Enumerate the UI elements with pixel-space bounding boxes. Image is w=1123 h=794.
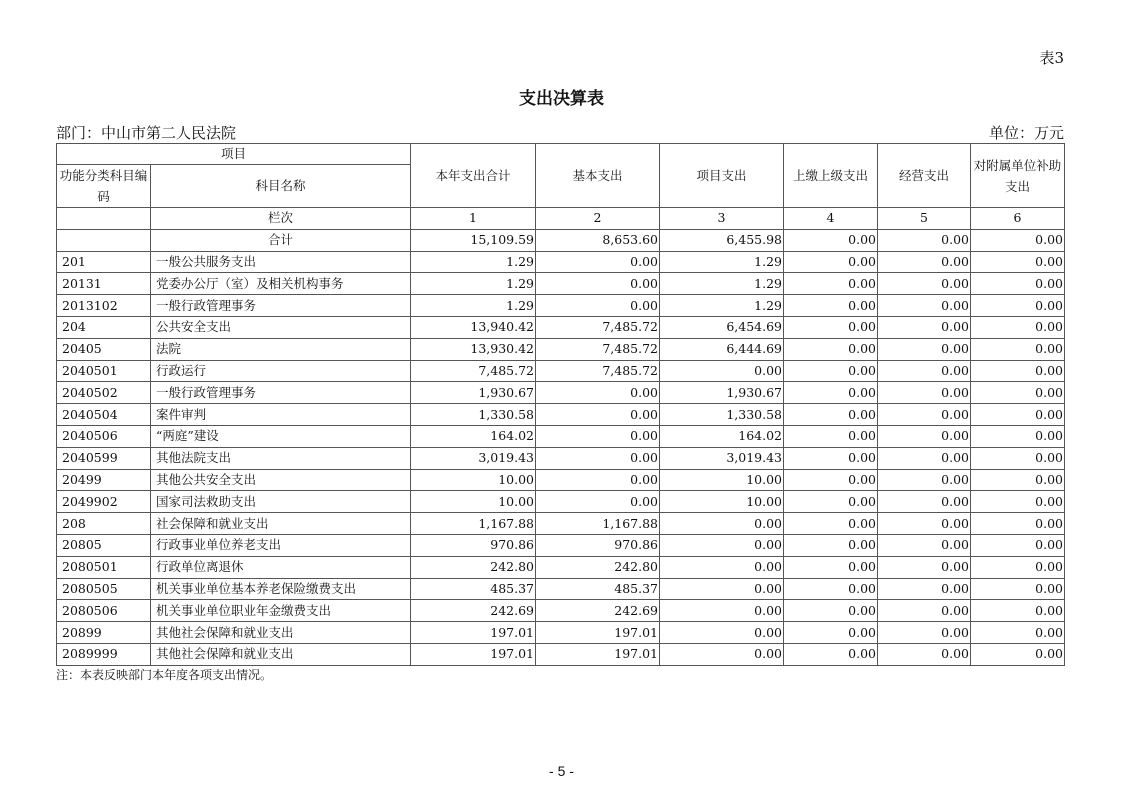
row-value: 6,454.69 xyxy=(660,316,784,338)
row-value: 0.00 xyxy=(878,404,971,426)
row-value: 0.00 xyxy=(660,578,784,600)
header-code: 功能分类科目编码 xyxy=(57,165,151,208)
row-value: 485.37 xyxy=(536,578,660,600)
row-name: 党委办公厅（室）及相关机构事务 xyxy=(151,273,411,295)
row-value: 10.00 xyxy=(660,491,784,513)
row-value: 0.00 xyxy=(784,316,878,338)
row-value: 0.00 xyxy=(878,382,971,404)
row-value: 970.86 xyxy=(411,534,536,556)
column-number: 1 xyxy=(411,208,536,230)
row-value: 485.37 xyxy=(411,578,536,600)
table-row xyxy=(57,273,1065,295)
row-value: 0.00 xyxy=(971,600,1065,622)
row-value: 0.00 xyxy=(660,600,784,622)
row-value: 0.00 xyxy=(878,643,971,665)
row-value: 0.00 xyxy=(784,643,878,665)
row-name: 其他公共安全支出 xyxy=(151,469,411,491)
row-value: 0.00 xyxy=(878,556,971,578)
row-value: 1.29 xyxy=(660,251,784,273)
row-name: 其他社会保障和就业支出 xyxy=(151,643,411,665)
row-value: 0.00 xyxy=(971,556,1065,578)
header-project-expenditure: 项目支出 xyxy=(660,144,784,208)
row-value: 7,485.72 xyxy=(536,338,660,360)
row-value: 197.01 xyxy=(411,622,536,644)
row-name: 社会保障和就业支出 xyxy=(151,513,411,535)
table-row xyxy=(57,534,1065,556)
row-name: 法院 xyxy=(151,338,411,360)
row-value: 0.00 xyxy=(536,295,660,317)
row-value: 0.00 xyxy=(971,447,1065,469)
table-row xyxy=(57,622,1065,644)
table-row xyxy=(57,404,1065,426)
row-value: 0.00 xyxy=(971,425,1065,447)
row-value: 1.29 xyxy=(411,273,536,295)
row-value: 0.00 xyxy=(784,578,878,600)
row-value: 0.00 xyxy=(536,404,660,426)
row-name: 机关事业单位职业年金缴费支出 xyxy=(151,600,411,622)
row-value: 0.00 xyxy=(784,251,878,273)
row-value: 0.00 xyxy=(971,404,1065,426)
column-number: 6 xyxy=(971,208,1065,230)
table-row xyxy=(57,360,1065,382)
row-value: 0.00 xyxy=(536,425,660,447)
row-value: 0.00 xyxy=(971,578,1065,600)
header-row-1 xyxy=(57,144,1065,165)
row-value: 0.00 xyxy=(878,338,971,360)
row-value: 0.00 xyxy=(971,534,1065,556)
row-value: 0.00 xyxy=(784,556,878,578)
row-code: 20499 xyxy=(57,469,151,491)
header-total: 本年支出合计 xyxy=(411,144,536,208)
row-value: 0.00 xyxy=(784,338,878,360)
row-value: 0.00 xyxy=(878,360,971,382)
row-code: 2040501 xyxy=(57,360,151,382)
row-code: 2049902 xyxy=(57,491,151,513)
row-code: 2080501 xyxy=(57,556,151,578)
row-value: 0.00 xyxy=(784,273,878,295)
row-name: 案件审判 xyxy=(151,404,411,426)
row-value: 0.00 xyxy=(878,513,971,535)
row-value: 242.80 xyxy=(411,556,536,578)
column-number-label: 栏次 xyxy=(151,208,411,230)
table-row xyxy=(57,491,1065,513)
summary-value: 0.00 xyxy=(878,229,971,251)
row-value: 0.00 xyxy=(536,491,660,513)
row-value: 0.00 xyxy=(878,600,971,622)
row-value: 970.86 xyxy=(536,534,660,556)
row-value: 197.01 xyxy=(411,643,536,665)
row-value: 0.00 xyxy=(784,600,878,622)
row-value: 0.00 xyxy=(660,360,784,382)
summary-label: 合计 xyxy=(151,229,411,251)
row-value: 164.02 xyxy=(660,425,784,447)
row-value: 0.00 xyxy=(536,469,660,491)
column-number: 2 xyxy=(536,208,660,230)
row-value: 1.29 xyxy=(411,251,536,273)
row-value: 0.00 xyxy=(878,622,971,644)
row-code: 201 xyxy=(57,251,151,273)
row-code: 2080506 xyxy=(57,600,151,622)
row-value: 0.00 xyxy=(784,447,878,469)
header-basic: 基本支出 xyxy=(536,144,660,208)
header-upper-level: 上缴上级支出 xyxy=(784,144,878,208)
row-value: 0.00 xyxy=(971,360,1065,382)
row-value: 0.00 xyxy=(536,447,660,469)
row-value: 0.00 xyxy=(784,534,878,556)
table-row xyxy=(57,295,1065,317)
title-text: 支出决算表 xyxy=(519,89,604,109)
row-value: 0.00 xyxy=(971,622,1065,644)
row-name: 一般行政管理事务 xyxy=(151,382,411,404)
row-value: 1,930.67 xyxy=(660,382,784,404)
row-value: 0.00 xyxy=(878,295,971,317)
row-value: 242.69 xyxy=(411,600,536,622)
row-value: 0.00 xyxy=(878,534,971,556)
row-name: 机关事业单位基本养老保险缴费支出 xyxy=(151,578,411,600)
summary-row xyxy=(57,229,1065,251)
table-row xyxy=(57,578,1065,600)
row-value: 0.00 xyxy=(878,273,971,295)
row-value: 0.00 xyxy=(971,273,1065,295)
summary-value: 8,653.60 xyxy=(536,229,660,251)
row-value: 0.00 xyxy=(660,643,784,665)
table-row xyxy=(57,316,1065,338)
row-code: 208 xyxy=(57,513,151,535)
row-value: 0.00 xyxy=(784,295,878,317)
row-value: 0.00 xyxy=(536,382,660,404)
column-number-row xyxy=(57,208,1065,230)
row-value: 10.00 xyxy=(411,491,536,513)
table-row xyxy=(57,513,1065,535)
row-value: 1.29 xyxy=(660,295,784,317)
row-value: 6,444.69 xyxy=(660,338,784,360)
row-value: 242.80 xyxy=(536,556,660,578)
row-code: 20131 xyxy=(57,273,151,295)
row-name: 其他社会保障和就业支出 xyxy=(151,622,411,644)
row-value: 0.00 xyxy=(878,447,971,469)
row-value: 7,485.72 xyxy=(536,360,660,382)
column-number-blank xyxy=(57,208,151,230)
row-value: 0.00 xyxy=(971,338,1065,360)
row-value: 3,019.43 xyxy=(660,447,784,469)
row-code: 2040502 xyxy=(57,382,151,404)
row-name: 一般行政管理事务 xyxy=(151,295,411,317)
summary-value: 0.00 xyxy=(784,229,878,251)
row-code: 2089999 xyxy=(57,643,151,665)
row-value: 0.00 xyxy=(878,578,971,600)
summary-code-blank xyxy=(57,229,151,251)
row-value: 0.00 xyxy=(784,425,878,447)
column-number: 3 xyxy=(660,208,784,230)
unit-label: 单位：万元 xyxy=(988,124,1064,142)
row-value: 0.00 xyxy=(784,382,878,404)
row-value: 13,940.42 xyxy=(411,316,536,338)
summary-value: 0.00 xyxy=(971,229,1065,251)
table-row xyxy=(57,556,1065,578)
header-subsidy: 对附属单位补助支出 xyxy=(971,144,1065,208)
row-name: 一般公共服务支出 xyxy=(151,251,411,273)
row-code: 2040506 xyxy=(57,425,151,447)
expenditure-table xyxy=(56,143,1065,666)
page-title xyxy=(0,84,1123,109)
row-name: 行政运行 xyxy=(151,360,411,382)
row-value: 10.00 xyxy=(411,469,536,491)
row-code: 20805 xyxy=(57,534,151,556)
row-value: 242.69 xyxy=(536,600,660,622)
row-value: 0.00 xyxy=(971,491,1065,513)
row-value: 1,167.88 xyxy=(536,513,660,535)
summary-value: 15,109.59 xyxy=(411,229,536,251)
table-row xyxy=(57,447,1065,469)
row-code: 204 xyxy=(57,316,151,338)
header-name: 科目名称 xyxy=(151,165,411,208)
table-row xyxy=(57,382,1065,404)
table-row xyxy=(57,643,1065,665)
row-value: 0.00 xyxy=(971,643,1065,665)
row-value: 0.00 xyxy=(536,251,660,273)
row-value: 0.00 xyxy=(784,404,878,426)
row-value: 1,930.67 xyxy=(411,382,536,404)
row-value: 0.00 xyxy=(660,622,784,644)
row-code: 20405 xyxy=(57,338,151,360)
row-name: 公共安全支出 xyxy=(151,316,411,338)
row-value: 3,019.43 xyxy=(411,447,536,469)
row-value: 0.00 xyxy=(878,491,971,513)
column-number: 5 xyxy=(878,208,971,230)
row-value: 0.00 xyxy=(971,382,1065,404)
row-value: 0.00 xyxy=(660,556,784,578)
header-project: 项目 xyxy=(57,144,411,165)
row-value: 0.00 xyxy=(878,251,971,273)
row-value: 0.00 xyxy=(878,469,971,491)
row-code: 20899 xyxy=(57,622,151,644)
row-value: 1.29 xyxy=(411,295,536,317)
row-value: 7,485.72 xyxy=(411,360,536,382)
table-number-label: 表3 xyxy=(1039,49,1064,67)
row-value: 0.00 xyxy=(971,469,1065,491)
row-value: 13,930.42 xyxy=(411,338,536,360)
row-value: 7,485.72 xyxy=(536,316,660,338)
row-value: 197.01 xyxy=(536,622,660,644)
row-value: 197.01 xyxy=(536,643,660,665)
row-value: 10.00 xyxy=(660,469,784,491)
table-row xyxy=(57,600,1065,622)
row-code: 2040599 xyxy=(57,447,151,469)
row-code: 2013102 xyxy=(57,295,151,317)
row-value: 0.00 xyxy=(878,316,971,338)
header-business: 经营支出 xyxy=(878,144,971,208)
row-code: 2040504 xyxy=(57,404,151,426)
row-value: 0.00 xyxy=(971,295,1065,317)
column-number: 4 xyxy=(784,208,878,230)
row-value: 1.29 xyxy=(660,273,784,295)
row-value: 0.00 xyxy=(536,273,660,295)
row-value: 0.00 xyxy=(878,425,971,447)
row-name: 国家司法救助支出 xyxy=(151,491,411,513)
row-name: “两庭”建设 xyxy=(151,425,411,447)
row-value: 1,167.88 xyxy=(411,513,536,535)
table-row xyxy=(57,469,1065,491)
row-value: 0.00 xyxy=(971,316,1065,338)
row-name: 其他法院支出 xyxy=(151,447,411,469)
row-code: 2080505 xyxy=(57,578,151,600)
table-note: 注：本表反映部门本年度各项支出情况。 xyxy=(56,668,273,682)
row-value: 1,330.58 xyxy=(660,404,784,426)
department-label: 部门：中山市第二人民法院 xyxy=(56,124,237,142)
row-value: 164.02 xyxy=(411,425,536,447)
summary-value: 6,455.98 xyxy=(660,229,784,251)
row-value: 0.00 xyxy=(660,534,784,556)
row-name: 行政事业单位养老支出 xyxy=(151,534,411,556)
row-value: 0.00 xyxy=(784,360,878,382)
row-value: 0.00 xyxy=(784,491,878,513)
row-value: 0.00 xyxy=(660,513,784,535)
table-row xyxy=(57,251,1065,273)
page-number: - 5 - xyxy=(549,763,574,779)
row-value: 1,330.58 xyxy=(411,404,536,426)
row-value: 0.00 xyxy=(784,622,878,644)
row-name: 行政单位离退休 xyxy=(151,556,411,578)
table-row xyxy=(57,338,1065,360)
table-row xyxy=(57,425,1065,447)
row-value: 0.00 xyxy=(971,513,1065,535)
row-value: 0.00 xyxy=(971,251,1065,273)
row-value: 0.00 xyxy=(784,469,878,491)
row-value: 0.00 xyxy=(784,513,878,535)
